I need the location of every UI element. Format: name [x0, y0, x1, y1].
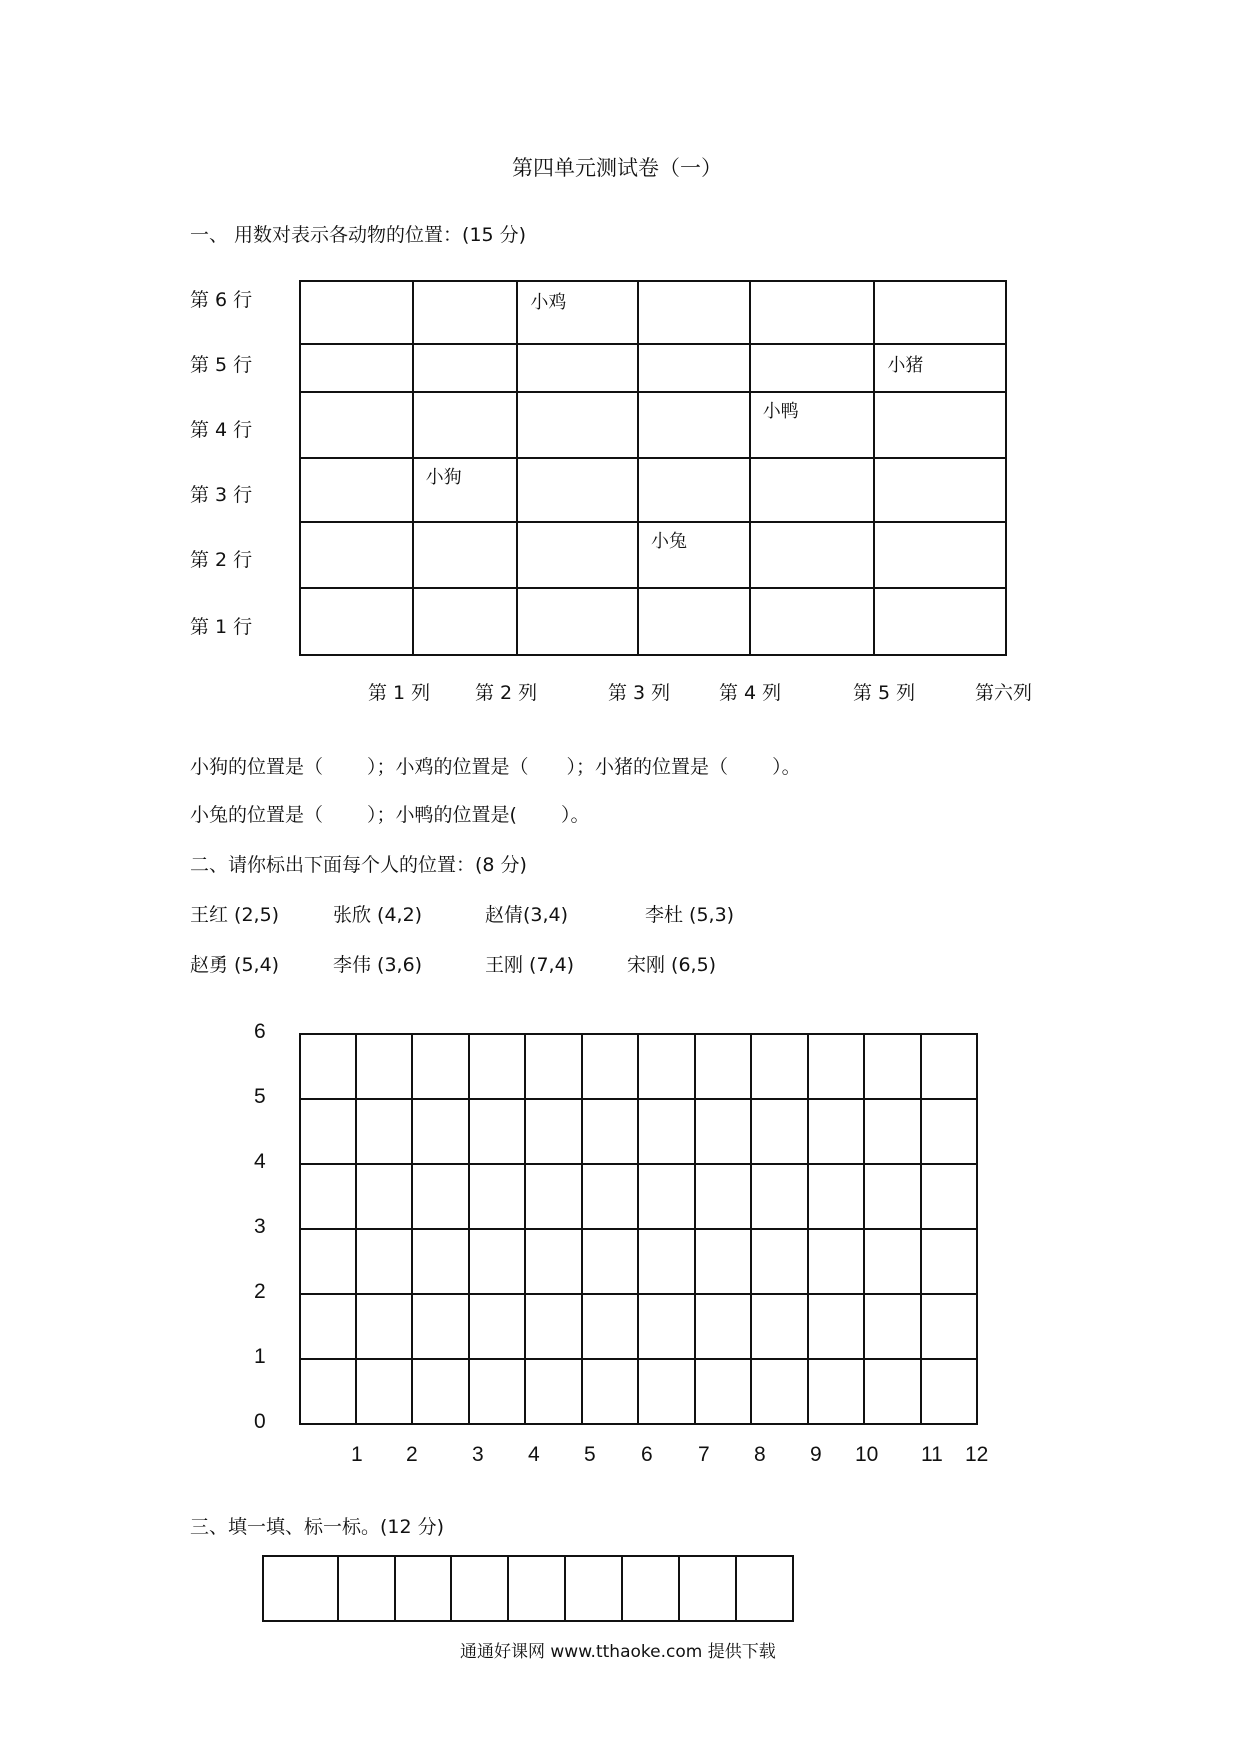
- grid-cell: [517, 281, 638, 344]
- grid-line: [920, 1033, 922, 1425]
- grid-cell: [750, 588, 875, 655]
- col-label: 第 3 列: [608, 682, 671, 704]
- answer-box[interactable]: [263, 1556, 338, 1621]
- grid-cell: [413, 588, 518, 655]
- grid-line: [750, 1033, 752, 1425]
- x-label: 4: [528, 1443, 540, 1466]
- grid-cell: [413, 281, 518, 344]
- x-label: 2: [406, 1443, 418, 1466]
- grid-cell: [750, 344, 875, 392]
- grid-line: [863, 1033, 865, 1425]
- grid-cell: [750, 458, 875, 522]
- x-label: 9: [810, 1443, 822, 1466]
- page-footer: 通通好课网 www.tthaoke.com 提供下载: [460, 1642, 776, 1662]
- person-entry: 王红 (2,5): [190, 904, 280, 926]
- answer-box[interactable]: [622, 1556, 679, 1621]
- answer-box[interactable]: [395, 1556, 452, 1621]
- grid-cell: [300, 458, 413, 522]
- animal-position-grid: [299, 280, 1007, 656]
- q1-answer-line-2: 小兔的位置是（ ）；小鸭的位置是( ）。: [190, 804, 590, 826]
- grid-cell: [638, 392, 750, 458]
- row-label: 第 3 行: [190, 484, 253, 506]
- y-label: 4: [254, 1150, 266, 1173]
- y-label: 6: [254, 1020, 266, 1043]
- answer-box[interactable]: [679, 1556, 736, 1621]
- y-label: 2: [254, 1280, 266, 1303]
- x-label: 10: [855, 1443, 879, 1466]
- person-entry: 张欣 (4,2): [333, 904, 423, 926]
- animal-label-rabbit: 小兔: [651, 531, 688, 552]
- grid-cell: [413, 392, 518, 458]
- grid-cell: [300, 281, 413, 344]
- y-label: 0: [254, 1410, 266, 1433]
- grid-cell: [517, 458, 638, 522]
- col-label: 第 4 列: [719, 682, 782, 704]
- grid-cell: [517, 522, 638, 588]
- grid-cell: [874, 281, 1006, 344]
- grid-line: [411, 1033, 413, 1425]
- grid-cell: [638, 458, 750, 522]
- grid-cell: [638, 281, 750, 344]
- animal-label-chick: 小鸡: [530, 292, 567, 313]
- answer-box[interactable]: [508, 1556, 565, 1621]
- q3-heading: 三、填一填、标一标。(12 分): [190, 1516, 445, 1538]
- animal-label-dog: 小狗: [425, 467, 462, 488]
- person-entry: 李杜 (5,3): [645, 904, 735, 926]
- grid-line: [581, 1033, 583, 1425]
- col-label: 第 5 列: [853, 682, 916, 704]
- row-label: 第 1 行: [190, 616, 253, 638]
- grid-line: [524, 1033, 526, 1425]
- grid-cell: [874, 458, 1006, 522]
- x-label: 3: [472, 1443, 484, 1466]
- grid-cell: [413, 344, 518, 392]
- grid-cell: [874, 344, 1006, 392]
- person-entry: 赵勇 (5,4): [190, 954, 280, 976]
- grid-cell: [750, 281, 875, 344]
- answer-box[interactable]: [338, 1556, 395, 1621]
- y-label: 1: [254, 1345, 266, 1368]
- grid-line: [468, 1033, 470, 1425]
- person-entry: 李伟 (3,6): [333, 954, 423, 976]
- page-title: 第四单元测试卷（一）: [512, 156, 722, 180]
- grid-line: [976, 1033, 978, 1425]
- x-label: 7: [698, 1443, 710, 1466]
- animal-label-duck: 小鸭: [762, 401, 799, 422]
- grid-cell: [517, 344, 638, 392]
- grid-line: [694, 1033, 696, 1425]
- grid-cell: [300, 392, 413, 458]
- grid-cell: [874, 522, 1006, 588]
- x-label: 6: [641, 1443, 653, 1466]
- grid-line: [637, 1033, 639, 1425]
- grid-cell: [413, 522, 518, 588]
- q2-heading: 二、请你标出下面每个人的位置：(8 分): [190, 854, 527, 876]
- answer-box[interactable]: [736, 1556, 793, 1621]
- q1-heading: 一、 用数对表示各动物的位置：(15 分): [190, 224, 527, 246]
- col-label: 第 2 列: [475, 682, 538, 704]
- grid-line: [355, 1033, 357, 1425]
- grid-line: [807, 1033, 809, 1425]
- fill-in-boxes: [262, 1555, 794, 1622]
- answer-box[interactable]: [565, 1556, 622, 1621]
- row-label: 第 4 行: [190, 419, 253, 441]
- grid-cell: [638, 522, 750, 588]
- grid-cell: [517, 392, 638, 458]
- grid-cell: [874, 392, 1006, 458]
- col-label: 第 1 列: [368, 682, 431, 704]
- y-label: 5: [254, 1085, 266, 1108]
- grid-cell: [517, 588, 638, 655]
- row-label: 第 5 行: [190, 354, 253, 376]
- answer-box[interactable]: [451, 1556, 508, 1621]
- grid-line: [299, 1033, 301, 1425]
- grid-cell: [750, 522, 875, 588]
- grid-cell: [300, 344, 413, 392]
- x-label: 1: [351, 1443, 363, 1466]
- q1-answer-line-1: 小狗的位置是（ ）；小鸡的位置是（ ）；小猪的位置是（ ）。: [190, 756, 801, 778]
- person-entry: 赵倩(3,4): [485, 904, 569, 926]
- col-label: 第六列: [975, 682, 1033, 704]
- person-entry: 王刚 (7,4): [485, 954, 575, 976]
- x-label: 8: [754, 1443, 766, 1466]
- grid-cell: [750, 392, 875, 458]
- x-label: 5: [584, 1443, 596, 1466]
- grid-cell: [638, 588, 750, 655]
- grid-cell: [300, 522, 413, 588]
- x-label: 11: [921, 1443, 943, 1466]
- grid-cell: [874, 588, 1006, 655]
- grid-cell: [413, 458, 518, 522]
- grid-cell: [300, 588, 413, 655]
- row-label: 第 6 行: [190, 289, 253, 311]
- animal-label-pig: 小猪: [887, 355, 924, 376]
- x-label: 12: [965, 1443, 989, 1466]
- y-label: 3: [254, 1215, 266, 1238]
- person-entry: 宋刚 (6,5): [627, 954, 717, 976]
- grid-cell: [638, 344, 750, 392]
- row-label: 第 2 行: [190, 549, 253, 571]
